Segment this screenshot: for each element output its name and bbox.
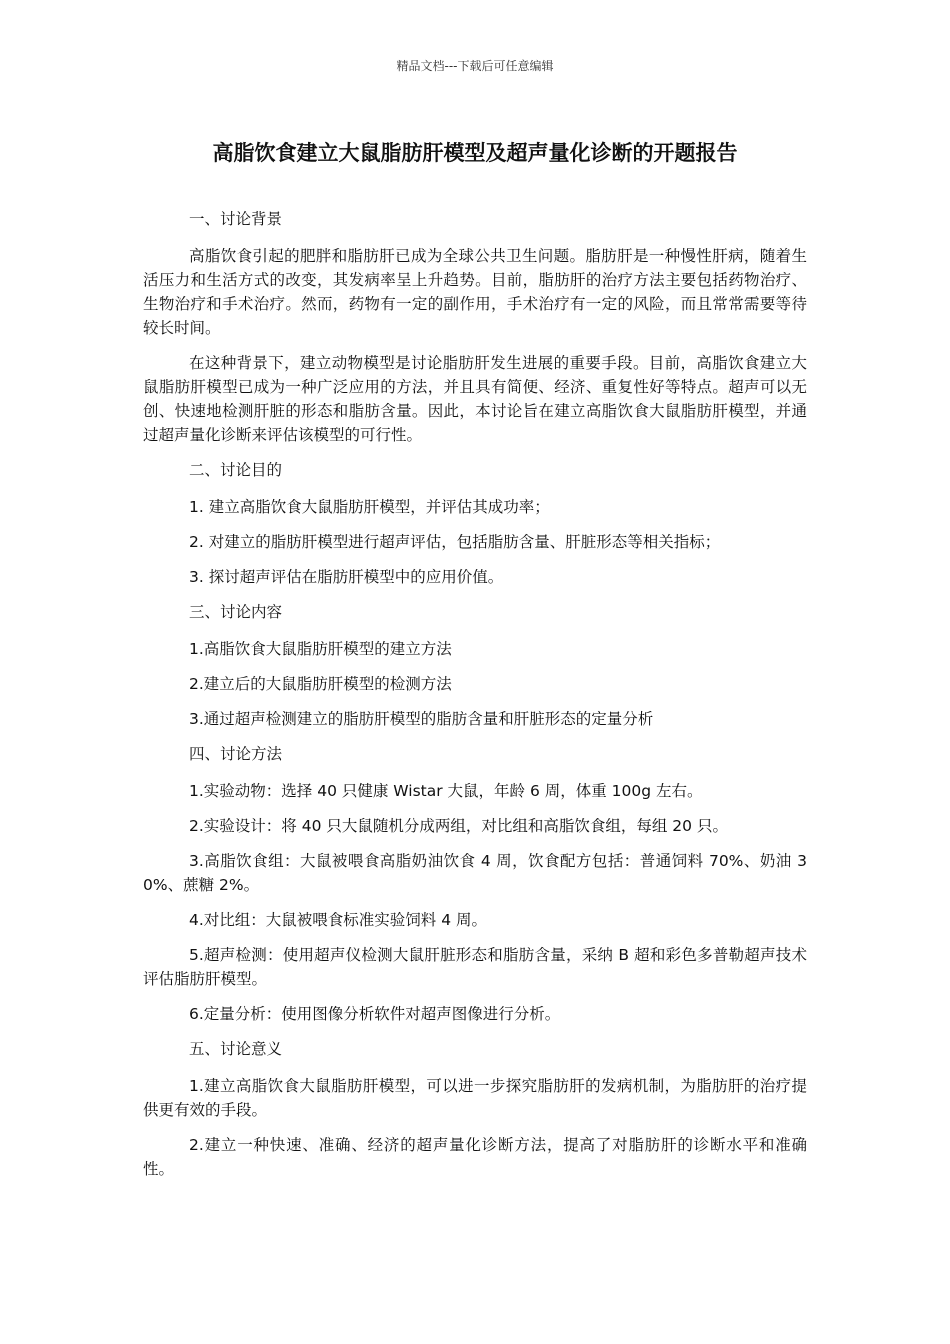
section-heading-purpose: 二、讨论目的 [189,461,283,479]
header-note: 精品文档---下载后可任意编辑 [396,59,554,73]
paragraph: 高脂饮食引起的肥胖和脂肪肝已成为全球公共卫生问题。脂肪肝是一种慢性肝病，随着生活压力和生活方式的改变，其发病率呈上升趋势。目前，脂肪肝的治疗方法主要包括药物治疗、生物治疗和手术治疗。然而，药物有一定的副作用，手术治疗有一定的风险，而且常常需要等待较长时间。 [143,247,807,337]
list-item: 3. 探讨超声评估在脂肪肝模型中的应用价值。 [189,568,504,586]
list-item: 2.建立一种快速、准确、经济的超声量化诊断方法，提高了对脂肪肝的诊断水平和准确性。 [143,1136,807,1178]
list-item: 2. 对建立的脂肪肝模型进行超声评估，包括脂肪含量、肝脏形态等相关指标； [189,533,721,551]
list-item: 3.高脂饮食组：大鼠被喂食高脂奶油饮食 4 周，饮食配方包括：普通饲料 70%、奶油 30%、蔗糖 2%。 [143,852,807,894]
list-item: 2.建立后的大鼠脂肪肝模型的检测方法 [189,675,452,693]
list-item: 4.对比组：大鼠被喂食标准实验饲料 4 周。 [189,911,488,929]
list-item: 6.定量分析：使用图像分析软件对超声图像进行分析。 [189,1005,561,1023]
document-title: 高脂饮食建立大鼠脂肪肝模型及超声量化诊断的开题报告 [212,141,738,165]
document-body [143,207,807,1192]
list-item: 1. 建立高脂饮食大鼠脂肪肝模型，并评估其成功率； [189,498,550,516]
paragraph: 在这种背景下，建立动物模型是讨论脂肪肝发生进展的重要手段。目前，高脂饮食建立大鼠脂肪肝模型已成为一种广泛应用的方法，并且具有简便、经济、重复性好等特点。超声可以无创、快速地检测肝脏的形态和脂肪含量。因此，本讨论旨在建立高脂饮食大鼠脂肪肝模型，并通过超声量化诊断来评估该模型的可行性。 [143,354,807,444]
list-item: 1.建立高脂饮食大鼠脂肪肝模型，可以进一步探究脂肪肝的发病机制，为脂肪肝的治疗提供更有效的手段。 [143,1077,807,1119]
list-item: 3.通过超声检测建立的脂肪肝模型的脂肪含量和肝脏形态的定量分析 [189,710,654,728]
section-heading-significance: 五、讨论意义 [189,1040,283,1058]
section-heading-content: 三、讨论内容 [189,603,283,621]
section-heading-methods: 四、讨论方法 [189,745,283,763]
list-item: 5.超声检测：使用超声仪检测大鼠肝脏形态和脂肪含量，采纳 B 超和彩色多普勒超声技术评估脂肪肝模型。 [143,946,807,988]
section-heading-background: 一、讨论背景 [189,210,283,228]
list-item: 1.实验动物：选择 40 只健康 Wistar 大鼠，年龄 6 周，体重 100g 左右。 [189,782,703,800]
list-item: 1.高脂饮食大鼠脂肪肝模型的建立方法 [189,640,452,658]
list-item: 2.实验设计：将 40 只大鼠随机分成两组，对比组和高脂饮食组，每组 20 只。 [189,817,728,835]
